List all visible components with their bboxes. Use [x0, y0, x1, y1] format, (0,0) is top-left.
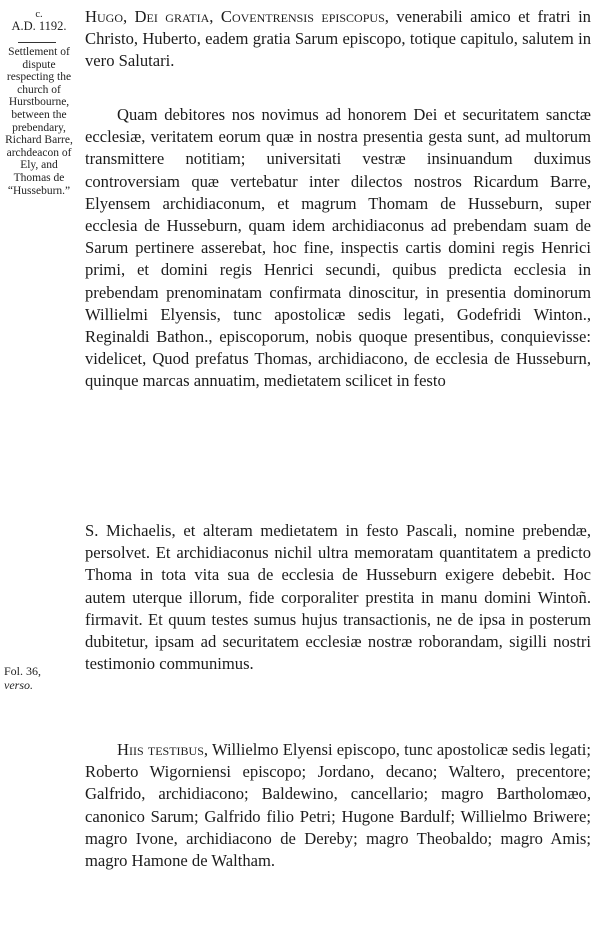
folio-reference — [4, 664, 64, 692]
charter-text-1: Quam debitores nos novimus ad honorem Dei et securitatem sanctæ ecclesiæ, veritatem eorum quæ in nostra presentia gesta sunt, ad multorum transmittere notitiam; universitati vestræ insinuandum duximus controversiam quæ vertebatur inter dilectos nostros Ricardum Barre, Elyensem archidiaconum, et magrum Thomam de Husseburn, super ecclesia de Husseburn, quam idem archidiaconus ad prebendam suam de Sarum pertinere asserebat, hoc fine, inspectis cartis domini regis Henrici primi, et domini regis Henrici secundi, quibus predicta ecclesia in prebendam prenominatam confirmata dinoscitur, in presentia dominorum Willielmi Elyensis, tunc apostolicæ sedis legati, Godefridi Winton., Reginaldi Bathon., episcoporum, nobis quoque presentibus, conquievisse: videlicet, Quod prefatus Thomas, archidiacono, de ecclesia de Husseburn, quinque marcas annuatim, medietatem scilicet in festo — [85, 105, 591, 391]
date-text: A.D. 1192. — [11, 19, 67, 33]
witness-heading: Hiis testibus, — [117, 740, 209, 759]
folio-side: verso. — [4, 678, 33, 692]
charter-text-2: S. Michaelis, et alteram medietatem in festo Pascali, nomine prebendæ, persolvet. Et archidiaconus nichil ultra memoratam quantitatem a predicto Thoma in tota vita sua de ecclesia de Husseburn exigere debebit. Hoc autem uterque illorum, fide corporaliter prestita in manu domini Wintoñ. firmavit. Et quum testes sumus hujus transactionis, ne de ipsa in posterum dubitetur, ipsam ad securitatem ecclesiæ nostræ roborandam, sigilli nostri testimonio communimus. — [85, 521, 591, 674]
margin-date — [2, 10, 76, 32]
circa-mark: c. — [35, 9, 43, 20]
witness-list: Willielmo Elyensi episcopo, tunc apostolicæ sedis legati; Roberto Wigorniensi episcopo; Jordano, decano; Waltero, precentore; Galfrido, archidiacono; Baldewino, cancellario; magro Bartholomæo, canonico Sarum; Galfrido filio Petri; Hugone Bardulf; Willielmo Briwere; magro Ivone, archidiacono de Dereby; magro Theobaldo; magro Amis; magro Hamone de Waltham. — [85, 740, 592, 871]
salutation-paragraph — [85, 6, 591, 73]
charter-paragraph-2 — [85, 520, 591, 675]
margin-note: Settlement of dispute respecting the church of Hurstbourne, between the prebendary, Richard Barre, archdeacon of Ely, and Thomas de “Husseburn.” — [5, 46, 73, 197]
salutation-heading: Hugo, Dei gratia, Coventrensis episcopus, — [85, 7, 389, 26]
margin-divider — [18, 42, 56, 43]
witness-paragraph — [85, 739, 591, 872]
salutation-text: venerabili amico et fratri in Christo, Huberto, eadem gratia Sarum episcopo, totique capitulo, salutem in vero Salutari. — [85, 7, 591, 71]
folio-number: Fol. 36, — [4, 664, 42, 678]
charter-paragraph-1 — [85, 104, 591, 393]
